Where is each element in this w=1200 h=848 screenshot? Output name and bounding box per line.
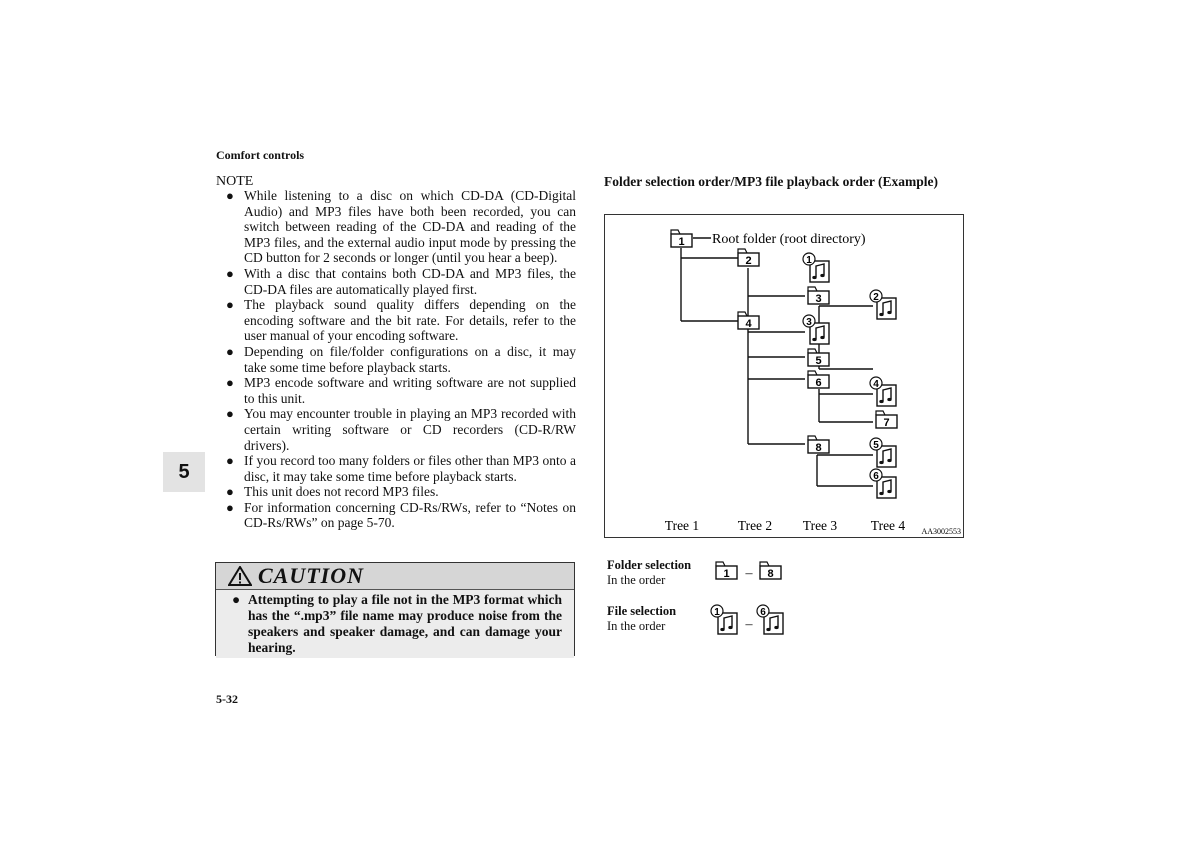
file-number: 2 <box>873 292 879 303</box>
file-number: 5 <box>873 440 879 451</box>
music-file-icon <box>757 605 783 634</box>
folder-number: 8 <box>815 442 822 454</box>
range-dash: – <box>745 566 753 581</box>
music-file-icon <box>711 605 737 634</box>
legend-icons <box>710 560 800 638</box>
folder-number: 5 <box>815 355 822 367</box>
music-file-icon <box>803 253 829 282</box>
tree-label: Tree 3 <box>802 518 838 533</box>
folder-number: 6 <box>815 377 822 389</box>
tree-label: Tree 2 <box>737 518 773 533</box>
note-item: ● If you record too many folders or files other than MP3 onto a disc, it may take some time before playback starts. <box>226 453 576 484</box>
folder-icon <box>808 287 829 305</box>
folder-number: 8 <box>767 568 774 580</box>
root-folder-label: Root folder (root directory) <box>712 232 866 247</box>
bullet-icon: ● <box>232 592 241 607</box>
note-label: NOTE <box>216 174 254 189</box>
folder-tree-diagram <box>604 214 964 538</box>
chapter-tab: 5 <box>163 452 205 492</box>
note-item: ● MP3 encode software and writing software are not supplied to this unit. <box>226 375 576 406</box>
music-file-icon <box>870 290 896 319</box>
folder-selection-label: Folder selection <box>607 558 692 572</box>
folder-tree-svg <box>605 215 963 537</box>
caution-header <box>216 563 574 590</box>
warning-triangle-icon <box>228 566 252 586</box>
note-item: ● For information concerning CD-Rs/RWs, refer to “Notes on CD-Rs/RWs” on page 5-70. <box>226 500 576 531</box>
folder-number: 7 <box>883 417 890 429</box>
caution-text: Attempting to play a file not in the MP3 format which has the “.mp3” file name may produce noise from the speakers and speaker damage, and can damage your hearing. <box>248 592 562 655</box>
note-item: ● This unit does not record MP3 files. <box>226 484 576 500</box>
folder-number: 1 <box>678 236 685 248</box>
file-number: 3 <box>806 317 812 328</box>
folder-number: 3 <box>815 293 822 305</box>
folder-icon <box>808 436 829 454</box>
file-number: 4 <box>873 379 879 390</box>
folder-icon <box>671 230 692 248</box>
file-number: 1 <box>806 255 812 266</box>
note-item: ● You may encounter trouble in playing an MP3 recorded with certain writing software or CD recorders (CD-R/RW drivers). <box>226 406 576 453</box>
page-number: 5-32 <box>216 692 238 706</box>
folder-selection-sub: In the order <box>607 573 666 587</box>
tree-label: Tree 1 <box>664 518 700 533</box>
note-item: ● With a disc that contains both CD-DA and MP3 files, the CD-DA files are automatically played first. <box>226 266 576 297</box>
caution-body <box>216 590 574 658</box>
diagram-title: Folder selection order/MP3 file playback order (Example) <box>604 174 938 189</box>
folder-icon <box>760 562 781 580</box>
folder-number: 1 <box>723 568 730 580</box>
figure-code: AA3002553 <box>921 527 961 536</box>
music-file-icon <box>870 377 896 406</box>
caution-title: CAUTION <box>258 563 365 588</box>
file-number: 6 <box>760 607 766 618</box>
music-file-icon <box>870 469 896 498</box>
note-item: ● The playback sound quality differs depending on the encoding software and the bit rate. For details, refer to the user manual of your encoding software. <box>226 297 576 344</box>
folder-icon <box>738 249 759 267</box>
tree-label: Tree 4 <box>870 518 906 533</box>
note-list <box>226 188 576 531</box>
file-number: 1 <box>714 607 720 618</box>
folder-number: 4 <box>745 318 752 330</box>
range-dash: – <box>745 617 753 632</box>
folder-icon <box>716 562 737 580</box>
section-header: Comfort controls <box>216 148 305 162</box>
note-item: ● Depending on file/folder configurations on a disc, it may take some time before playback starts. <box>226 344 576 375</box>
music-file-icon <box>870 438 896 467</box>
caution-box <box>215 562 575 656</box>
file-selection-label: File selection <box>607 604 677 618</box>
file-selection-sub: In the order <box>607 619 666 633</box>
folder-number: 2 <box>745 255 752 267</box>
tree-lines <box>681 238 873 486</box>
folder-icon <box>808 371 829 389</box>
music-file-icon <box>803 315 829 344</box>
note-item: ● While listening to a disc on which CD-DA (CD-Digital Audio) and MP3 files have both been recorded, you can switch between reading of the CD-DA and reading of the MP3 files, and the external audio input mode by pressing the CD button for 2 seconds or longer (until you hear a beep). <box>226 188 576 266</box>
file-number: 6 <box>873 471 879 482</box>
folder-icon <box>876 411 897 429</box>
